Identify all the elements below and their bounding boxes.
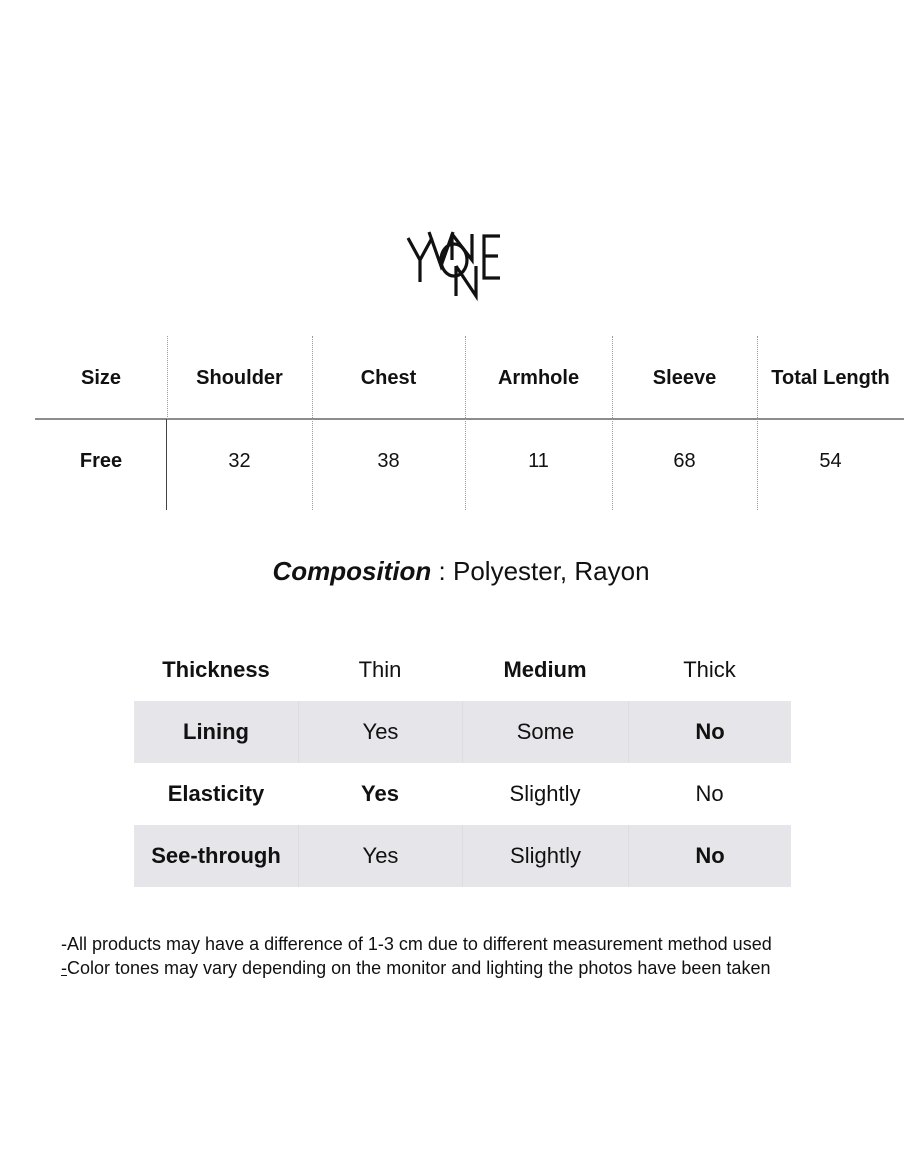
header-armhole: Armhole bbox=[497, 367, 580, 389]
size-table-header bbox=[35, 336, 904, 419]
attribute-name: Thickness bbox=[162, 657, 270, 682]
attribute-option-selected: No bbox=[628, 825, 791, 887]
attribute-row-elasticity bbox=[134, 763, 791, 825]
header-sleeve: Sleeve bbox=[652, 367, 717, 389]
column-divider bbox=[167, 336, 168, 419]
logo-mark-icon bbox=[396, 222, 528, 304]
size-table bbox=[35, 336, 904, 510]
disclaimer-notes bbox=[61, 932, 911, 980]
column-divider bbox=[166, 419, 167, 510]
composition-value: Polyester, Rayon bbox=[452, 556, 650, 586]
column-divider bbox=[312, 336, 313, 510]
attribute-row-lining bbox=[134, 701, 791, 763]
composition-separator: : bbox=[431, 556, 453, 586]
attribute-option-selected: Medium bbox=[503, 657, 587, 682]
row-total-length: 54 bbox=[819, 450, 842, 472]
note-color-text: Color tones may vary depending on the monitor and lighting the photos have been taken bbox=[67, 958, 771, 978]
row-armhole: 11 bbox=[528, 450, 549, 472]
attribute-name: See-through bbox=[151, 843, 281, 868]
attribute-name: Elasticity bbox=[167, 781, 265, 806]
brand-logo bbox=[396, 222, 528, 304]
column-divider bbox=[757, 336, 758, 510]
note-color-tones bbox=[61, 956, 911, 980]
row-shoulder: 32 bbox=[228, 450, 251, 472]
row-size: Free bbox=[79, 450, 123, 472]
row-sleeve: 68 bbox=[673, 450, 696, 472]
attribute-option: Yes bbox=[298, 825, 462, 887]
composition-line bbox=[0, 556, 922, 587]
attribute-option: Slightly bbox=[509, 781, 581, 806]
attribute-option-selected: Yes bbox=[361, 781, 399, 806]
attribute-name: Lining bbox=[183, 719, 249, 744]
attribute-option: Yes bbox=[298, 701, 462, 763]
header-total-length: Total Length bbox=[771, 367, 890, 389]
attribute-option: Slightly bbox=[462, 825, 628, 887]
attribute-option: Some bbox=[462, 701, 628, 763]
column-divider bbox=[465, 336, 466, 510]
attribute-row-thickness bbox=[134, 639, 791, 701]
attribute-option-selected: No bbox=[628, 701, 791, 763]
attribute-row-see-through bbox=[134, 825, 791, 887]
note-measurement: -All products may have a difference of 1-3 cm due to different measurement method used bbox=[61, 934, 772, 954]
fabric-attributes-table bbox=[134, 639, 791, 887]
row-chest: 38 bbox=[377, 450, 400, 472]
header-chest: Chest bbox=[360, 367, 417, 389]
column-divider bbox=[612, 336, 613, 510]
attribute-option: No bbox=[695, 781, 724, 806]
header-size: Size bbox=[80, 367, 122, 389]
header-shoulder: Shoulder bbox=[196, 367, 283, 389]
attribute-option: Thin bbox=[358, 657, 402, 682]
composition-label: Composition bbox=[272, 556, 432, 586]
attribute-option: Thick bbox=[683, 657, 736, 682]
note-dash: - bbox=[61, 958, 67, 978]
